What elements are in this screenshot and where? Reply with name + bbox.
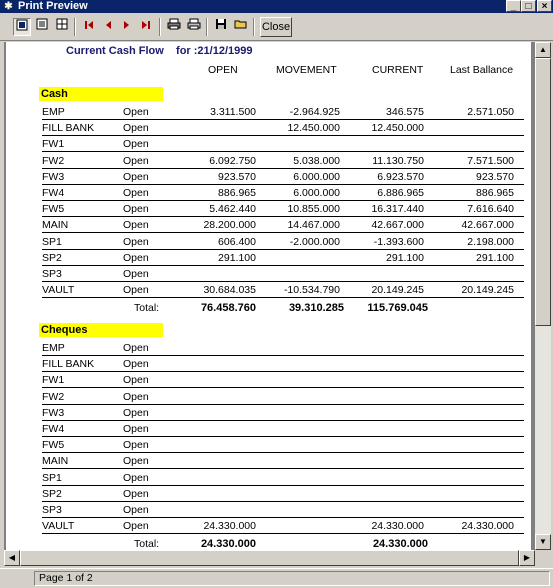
cash-row-status: Open xyxy=(123,154,149,167)
cash-row-open: 30.684.035 xyxy=(203,284,256,297)
section-cheques-heading: Cheques xyxy=(39,323,163,337)
cheques-row-name: FW4 xyxy=(42,423,65,435)
scroll-left-icon[interactable]: ◀ xyxy=(4,550,20,566)
print-icon[interactable] xyxy=(185,18,203,36)
toolbar-separator xyxy=(206,18,208,36)
cash-row-last: 886.965 xyxy=(476,187,514,199)
cash-row-status: Open xyxy=(123,268,149,280)
close-window-button[interactable]: × xyxy=(537,0,552,12)
last-page-icon[interactable] xyxy=(137,18,155,36)
cash-row-current: 291.100 xyxy=(386,251,424,264)
cheques-row-name: FW5 xyxy=(42,439,65,452)
open-folder-icon[interactable] xyxy=(232,18,250,36)
page-width-icon[interactable] xyxy=(33,18,51,36)
report-title xyxy=(66,45,252,57)
vertical-scroll-thumb[interactable] xyxy=(535,58,551,326)
cheques-row-name: FILL BANK xyxy=(42,358,95,371)
cheques-row-divider xyxy=(42,517,524,518)
cash-row-divider xyxy=(42,168,524,169)
cash-row-movement: 6.000.000 xyxy=(293,187,340,199)
cheques-row-name: FW1 xyxy=(42,374,65,387)
cash-row-movement: -2.964.925 xyxy=(289,106,340,118)
cash-row-name: FW1 xyxy=(42,138,65,151)
cash-row-open: 923.570 xyxy=(218,170,256,183)
cash-row-divider xyxy=(42,216,524,217)
cash-row-name: FW5 xyxy=(42,203,65,216)
whole-page-icon[interactable] xyxy=(13,18,31,36)
preview-viewport xyxy=(4,42,535,550)
cheques-row-status: Open xyxy=(123,487,149,500)
cheques-row-name: FW2 xyxy=(42,390,65,403)
column-header-open: OPEN xyxy=(208,64,238,76)
cheques-row-status: Open xyxy=(123,439,149,452)
cash-row-divider xyxy=(42,151,524,152)
cash-row-divider xyxy=(42,249,524,250)
cheques-row-divider xyxy=(42,387,524,388)
next-page-icon[interactable] xyxy=(118,18,136,36)
report-title-text: Current Cash Flow xyxy=(66,45,164,57)
cash-total-label: Total: xyxy=(134,302,160,315)
cash-row-name: FW3 xyxy=(42,170,65,183)
cash-row-divider xyxy=(42,265,524,266)
cheques-row-current: 24.330.000 xyxy=(371,520,424,533)
cash-row-last: 923.570 xyxy=(476,170,514,183)
cash-row-current: 42.667.000 xyxy=(371,219,424,232)
cash-row-divider xyxy=(42,135,524,136)
scroll-down-icon[interactable]: ▼ xyxy=(535,534,551,550)
cheques-row-status: Open xyxy=(123,390,149,403)
printer-setup-icon[interactable] xyxy=(165,18,183,36)
cash-row-movement: -2.000.000 xyxy=(289,235,340,248)
cash-row-status: Open xyxy=(123,235,149,248)
cash-row-movement: 14.467.000 xyxy=(287,219,340,232)
cash-row-open: 3.311.500 xyxy=(210,106,256,118)
status-bar xyxy=(0,568,553,588)
cash-row-current: 6.923.570 xyxy=(377,170,424,183)
cash-row-status: Open xyxy=(123,187,149,199)
cash-row-last: 42.667.000 xyxy=(461,219,514,232)
page-indicator: Page 1 of 2 xyxy=(34,571,550,586)
cash-row-current: 6.886.965 xyxy=(377,187,424,199)
cash-row-status: Open xyxy=(123,203,149,216)
cheques-row-name: SP3 xyxy=(42,504,62,516)
report-date: for :21/12/1999 xyxy=(176,45,253,57)
cash-row-status: Open xyxy=(123,284,149,297)
cash-row-movement: 5.038.000 xyxy=(293,154,340,167)
cash-row-movement: 12.450.000 xyxy=(287,122,340,135)
cheques-row-status: Open xyxy=(123,358,149,371)
cash-row-name: FILL BANK xyxy=(42,122,95,135)
cash-row-status: Open xyxy=(123,170,149,183)
cash-row-open: 886.965 xyxy=(218,187,256,199)
cheques-row-divider xyxy=(42,436,524,437)
horizontal-scrollbar[interactable] xyxy=(4,550,535,566)
cash-row-name: SP2 xyxy=(42,251,62,264)
toolbar xyxy=(0,14,553,41)
horizontal-scroll-thumb[interactable] xyxy=(20,550,519,566)
cash-row-movement: 10.855.000 xyxy=(287,203,340,216)
cash-row-status: Open xyxy=(123,122,149,135)
cash-row-last: 291.100 xyxy=(476,251,514,264)
column-header-last-ballance: Last Ballance xyxy=(450,64,514,76)
report-page xyxy=(6,42,531,550)
cash-row-name: FW2 xyxy=(42,154,65,167)
cash-row-status: Open xyxy=(123,138,149,151)
save-icon[interactable] xyxy=(212,18,230,36)
cheques-row-status: Open xyxy=(123,520,149,533)
cash-row-current: 20.149.245 xyxy=(371,284,424,297)
cash-total-movement: 39.310.285 xyxy=(288,302,344,315)
cheques-row-open: 24.330.000 xyxy=(203,520,256,533)
cash-row-open: 606.400 xyxy=(218,235,256,248)
toolbar-separator xyxy=(253,18,255,36)
cheques-row-divider xyxy=(42,371,524,372)
cash-row-status: Open xyxy=(123,219,149,232)
cash-row-name: FW4 xyxy=(42,187,65,199)
cash-row-last: 2.571.050 xyxy=(467,106,514,118)
toolbar-separator xyxy=(159,18,161,36)
cheques-row-status: Open xyxy=(123,406,149,419)
cash-row-name: EMP xyxy=(42,106,65,118)
vertical-scrollbar[interactable] xyxy=(535,42,551,550)
cash-row-name: SP1 xyxy=(42,235,62,248)
cheques-row-name: EMP xyxy=(42,342,65,354)
cash-row-name: MAIN xyxy=(42,219,69,232)
cheques-row-last: 24.330.000 xyxy=(461,520,514,533)
column-header-movement: MOVEMENT xyxy=(276,64,337,76)
cheques-row-divider xyxy=(42,485,524,486)
cash-row-divider xyxy=(42,281,524,282)
cash-row-last: 20.149.245 xyxy=(461,284,514,297)
cheques-row-name: SP2 xyxy=(42,487,62,500)
cash-row-divider xyxy=(42,200,524,201)
cash-row-name: VAULT xyxy=(42,284,75,297)
cash-row-current: 16.317.440 xyxy=(371,203,424,216)
cash-row-current: 11.130.750 xyxy=(372,154,424,167)
cheques-row-name: VAULT xyxy=(42,520,75,533)
cash-row-current: 346.575 xyxy=(386,106,424,118)
cheques-row-divider xyxy=(42,404,524,405)
cash-row-movement: -10.534.790 xyxy=(283,284,340,297)
cash-row-current: -1.393.600 xyxy=(373,235,424,248)
cash-row-open: 6.092.750 xyxy=(209,154,256,167)
first-page-icon[interactable] xyxy=(80,18,98,36)
cheques-row-divider xyxy=(42,468,524,469)
cash-row-divider xyxy=(42,297,524,298)
previous-page-icon[interactable] xyxy=(99,18,117,36)
cash-row-open: 5.462.440 xyxy=(209,203,256,216)
cheques-row-divider xyxy=(42,355,524,356)
section-cash-heading: Cash xyxy=(39,87,163,101)
cheques-row-status: Open xyxy=(123,455,149,468)
cheques-row-divider xyxy=(42,501,524,502)
cash-row-divider xyxy=(42,184,524,185)
cash-row-open: 28.200.000 xyxy=(203,219,256,232)
scroll-right-icon[interactable]: ▶ xyxy=(519,550,535,566)
cash-row-status: Open xyxy=(123,106,149,118)
cheques-row-divider xyxy=(42,452,524,453)
cash-row-last: 7.571.500 xyxy=(467,154,514,167)
cheques-row-status: Open xyxy=(123,342,149,354)
cheques-row-divider xyxy=(42,420,524,421)
cash-total-open: 76.458.760 xyxy=(200,302,256,315)
scroll-up-icon[interactable]: ▲ xyxy=(535,42,551,58)
multi-page-icon[interactable] xyxy=(53,18,71,36)
cash-total-current: 115.769.045 xyxy=(367,302,428,315)
cash-row-divider xyxy=(42,119,524,120)
column-header-current: CURRENT xyxy=(372,64,424,76)
maximize-button[interactable]: □ xyxy=(521,0,536,12)
cheques-row-status: Open xyxy=(123,423,149,435)
cash-row-current: 12.450.000 xyxy=(371,122,424,135)
cheques-row-status: Open xyxy=(123,471,149,484)
minimize-button[interactable]: _ xyxy=(506,0,521,12)
cash-row-open: 291.100 xyxy=(218,251,256,264)
cheques-total-open: 24.330.000 xyxy=(200,538,256,550)
cash-row-last: 7.616.640 xyxy=(467,203,514,216)
cheques-row-status: Open xyxy=(123,504,149,516)
cash-row-name: SP3 xyxy=(42,268,62,280)
close-button[interactable]: Close xyxy=(260,17,292,37)
cheques-row-name: FW3 xyxy=(42,406,65,419)
title-bar xyxy=(0,0,553,13)
cheques-row-divider xyxy=(42,533,524,534)
cheques-row-status: Open xyxy=(123,374,149,387)
cheques-row-name: MAIN xyxy=(42,455,69,468)
toolbar-separator xyxy=(74,18,76,36)
cheques-total-label: Total: xyxy=(134,538,160,550)
cash-row-last: 2.198.000 xyxy=(467,235,514,248)
cheques-row-name: SP1 xyxy=(42,471,62,484)
app-gear-icon: ✱ xyxy=(4,1,13,12)
cheques-total-current: 24.330.000 xyxy=(372,538,428,550)
cash-row-movement: 6.000.000 xyxy=(293,170,340,183)
cash-row-status: Open xyxy=(123,251,149,264)
cash-row-divider xyxy=(42,232,524,233)
window-title: Print Preview xyxy=(18,0,88,12)
